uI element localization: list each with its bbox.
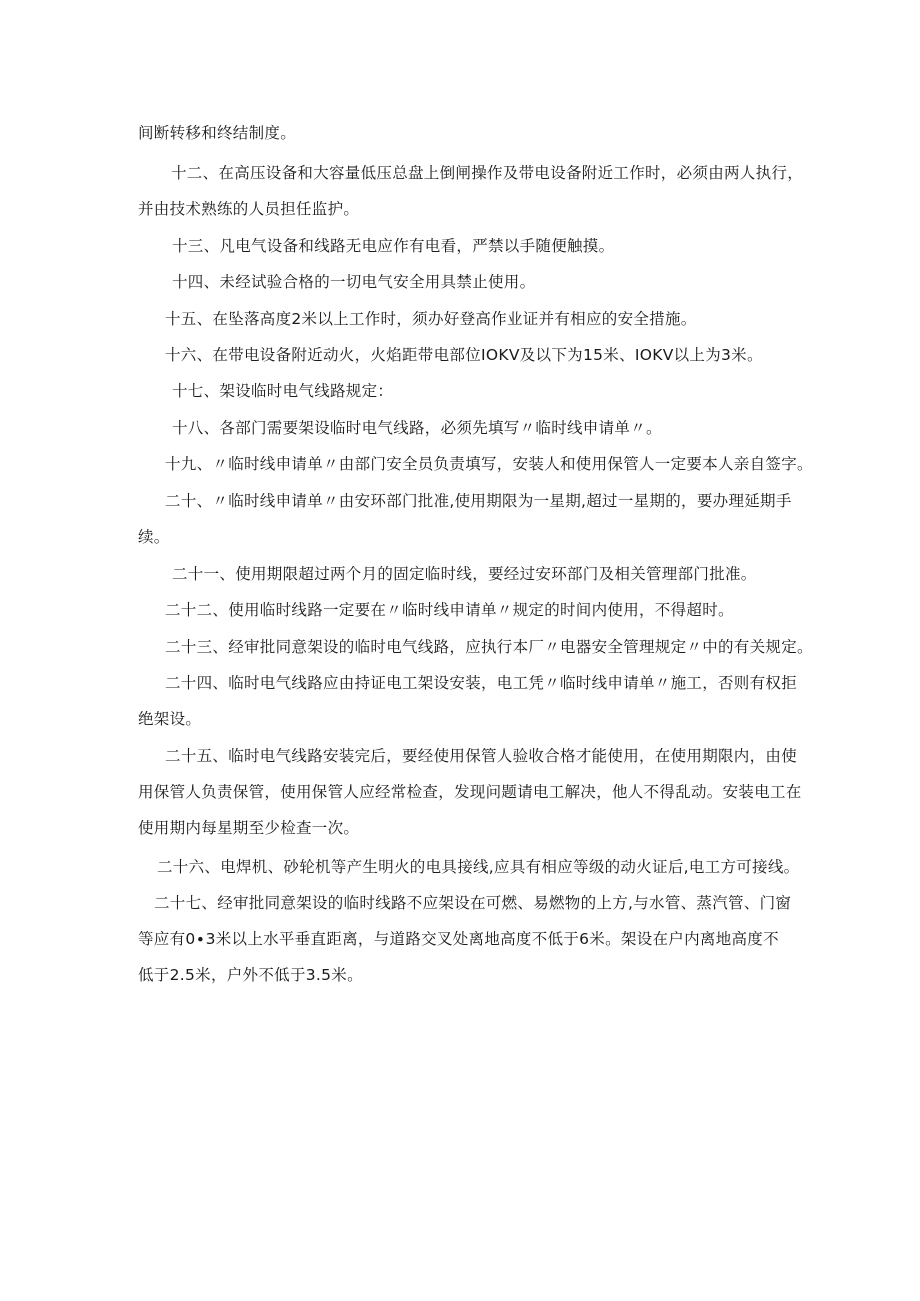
text-line: 二十五、临时电气线路安装完后，要经使用保管人验收合格才能使用，在使用期限内，由使 bbox=[165, 747, 798, 765]
text-line: 十八、各部门需要架设临时电气线路，必须先填写〃临时线申请单〃。 bbox=[172, 419, 662, 437]
text-line: 间断转移和终结制度。 bbox=[138, 124, 297, 142]
text-line: 二十四、临时电气线路应由持证电工架设安装，电工凭〃临时线申请单〃施工，否则有权拒 bbox=[165, 674, 798, 692]
text-line: 二十六、电焊机、砂轮机等产生明火的电具接线,应具有相应等级的动火证后,电工方可接线。 bbox=[157, 858, 800, 876]
text-line: 十四、未经试验合格的一切电气安全用具禁止使用。 bbox=[172, 273, 536, 291]
text-line: 低于2.5米，户外不低于3.5米。 bbox=[138, 966, 363, 984]
text-line: 十二、在高压设备和大容量低压总盘上倒闸操作及带电设备附近工作时，必须由两人执行， bbox=[171, 164, 804, 182]
text-line: 十五、在坠落高度2米以上工作时，须办好登高作业证并有相应的安全措施。 bbox=[165, 310, 697, 328]
text-line: 二十一、使用期限超过两个月的固定临时线，要经过安环部门及相关管理部门批准。 bbox=[172, 565, 757, 583]
text-line: 二十三、经审批同意架设的临时电气线路，应执行本厂〃电器安全管理规定〃中的有关规定。 bbox=[165, 638, 813, 656]
text-line: 使用期内每星期至少检查一次。 bbox=[138, 819, 360, 837]
text-line: 用保管人负责保管，使用保管人应经常检查，发现问题请电工解决，他人不得乱动。安装电工在 bbox=[138, 783, 802, 801]
text-line: 十三、凡电气设备和线路无电应作有电看，严禁以手随便触摸。 bbox=[172, 237, 615, 255]
text-line: 十七、架设临时电气线路规定： bbox=[172, 382, 394, 400]
text-line: 十九、〃临时线申请单〃由部门安全员负责填写，安装人和使用保管人一定要本人亲自签字。 bbox=[165, 455, 813, 473]
text-line: 并由技术熟练的人员担任监护。 bbox=[138, 200, 360, 218]
text-line: 等应有0∙3米以上水平垂直距离，与道路交叉处离地高度不低于6米。架设在户内离地高度不 bbox=[138, 930, 779, 948]
text-line: 二十七、经审批同意架设的临时线路不应架设在可燃、易燃物的上方,与水管、蒸汽管、门窗 bbox=[154, 894, 792, 912]
text-line: 续。 bbox=[138, 528, 170, 546]
text-line: 十六、在带电设备附近动火，火焰距带电部位IOKV及以下为15米、IOKV以上为3米。 bbox=[165, 346, 763, 364]
text-line: 绝架设。 bbox=[138, 710, 202, 728]
text-line: 二十二、使用临时线路一定要在〃临时线申请单〃规定的时间内使用，不得超时。 bbox=[165, 601, 734, 619]
text-line: 二十、〃临时线申请单〃由安环部门批准,使用期限为一星期,超过一星期的，要办理延期手 bbox=[165, 492, 792, 510]
